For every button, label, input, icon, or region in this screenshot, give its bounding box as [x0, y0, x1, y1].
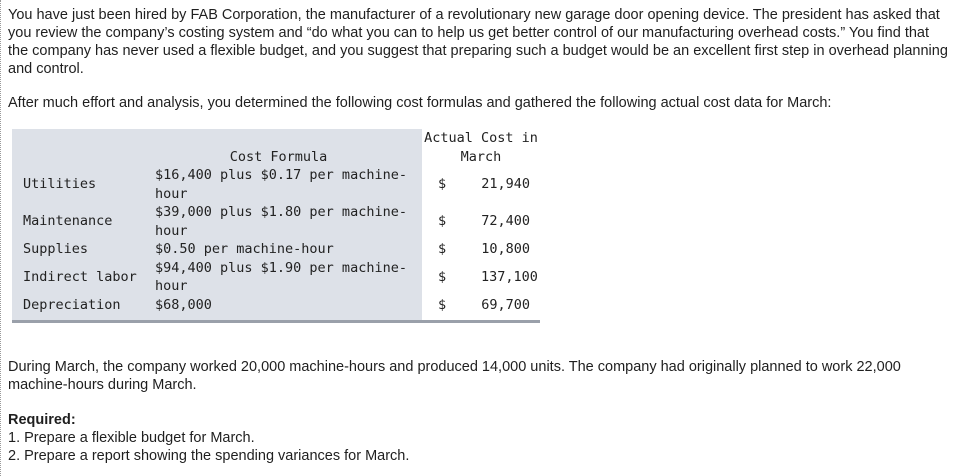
cost-formula-table — [12, 129, 540, 323]
header-actual-line1: Actual Cost in — [424, 130, 538, 146]
header-actual-cost — [422, 129, 540, 166]
header-actual-line2: March — [460, 148, 502, 165]
row-formula-maintenance: $39,000 plus $1.80 per machine-hour — [155, 203, 422, 240]
row-item-indirect-labor: Indirect labor — [12, 259, 155, 296]
required-item-2: 2. Prepare a report showing the spending variances for March. — [8, 448, 410, 464]
table-row — [12, 166, 540, 203]
row-formula-indirect-labor: $94,400 plus $1.90 per machine-hour — [155, 259, 422, 296]
row-dollar-sign: $ — [438, 176, 447, 193]
table-bottom-rule — [12, 314, 540, 322]
row-dollar-sign: $ — [438, 296, 447, 313]
intro-paragraph: You have just been hired by FAB Corporation, the manufacturer of a revolutionary new garage door opening device. The president has asked that you review the company’s costing system and “do what you can to help us get better control of our manufacturing overhead costs.” You find that the company has never used a flexible budget, and you suggest that preparing such a budget would be an excellent first step in overhead planning and control. — [8, 7, 948, 77]
table-row — [12, 296, 540, 315]
data-intro-paragraph: After much effort and analysis, you determined the following cost formulas and gathered the following actual cost data for March: — [8, 95, 832, 111]
row-value-maintenance: 72,400 — [481, 213, 530, 230]
header-cost-formula: Cost Formula — [155, 129, 422, 166]
row-item-supplies: Supplies — [12, 240, 155, 259]
rule-cell — [422, 314, 481, 322]
row-dollar-sign: $ — [438, 241, 447, 257]
header-item-cell — [12, 129, 155, 166]
row-item-maintenance: Maintenance — [12, 203, 155, 240]
rule-cell — [481, 314, 540, 322]
row-formula-utilities: $16,400 plus $0.17 per machine-hour — [155, 166, 422, 203]
row-value-supplies: 10,800 — [481, 241, 530, 257]
row-value-indirect-labor: 137,100 — [481, 268, 538, 285]
row-dollar-sign: $ — [438, 268, 447, 285]
required-heading: Required: — [8, 412, 76, 428]
table-row — [12, 240, 540, 259]
row-item-depreciation: Depreciation — [12, 296, 155, 315]
table-row — [12, 259, 540, 296]
row-dollar-sign: $ — [438, 213, 447, 230]
table-header-row — [12, 129, 540, 166]
row-value-utilities: 21,940 — [481, 176, 530, 193]
machine-hours-paragraph: During March, the company worked 20,000 machine-hours and produced 14,000 units. The company had originally planned to work 22,000 machine-hours during March. — [8, 359, 901, 393]
row-formula-supplies: $0.50 per machine-hour — [155, 240, 422, 259]
required-item-1: 1. Prepare a flexible budget for March. — [8, 430, 255, 446]
row-formula-depreciation: $68,000 — [155, 296, 422, 315]
rule-cell — [155, 314, 422, 322]
table-row — [12, 203, 540, 240]
rule-cell — [12, 314, 155, 322]
row-item-utilities: Utilities — [12, 166, 155, 203]
row-value-depreciation: 69,700 — [481, 296, 530, 313]
